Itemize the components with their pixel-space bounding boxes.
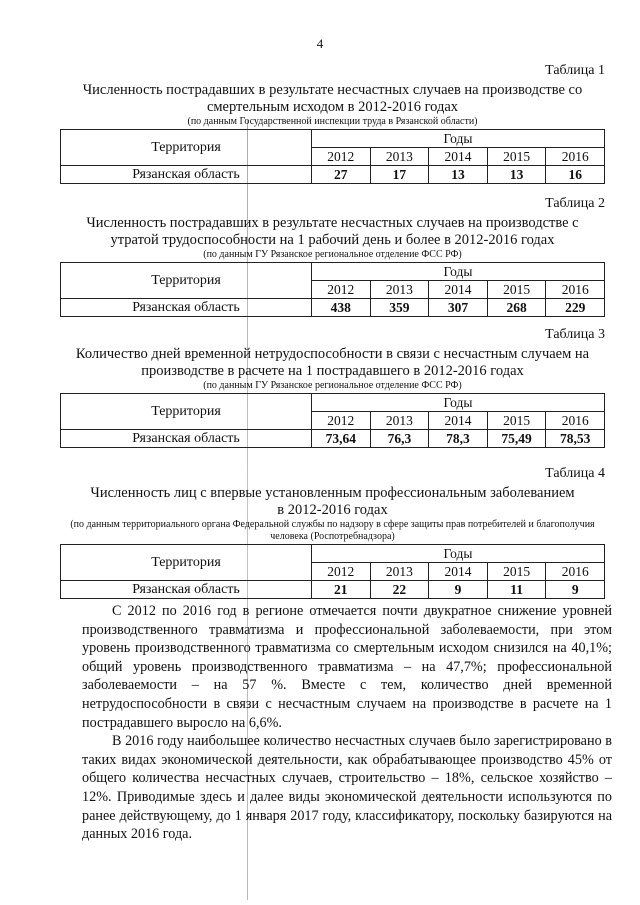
table-4-value: 21 [312, 581, 371, 599]
table-1-block [60, 63, 605, 184]
table-3-block [60, 327, 605, 448]
table-3-value: 78,53 [546, 430, 605, 448]
table-1-header-years: Годы [312, 130, 605, 148]
table-1-value: 13 [487, 166, 546, 184]
table-2-label: Таблица 2 [545, 196, 605, 211]
table-1-title-line1: Численность пострадавших в результате несчастных случаев на производстве со [82, 82, 583, 98]
table-1-year: 2015 [487, 148, 546, 166]
table-1-label: Таблица 1 [545, 63, 605, 78]
table-2-value: 438 [312, 299, 371, 317]
table-1-value: 16 [546, 166, 605, 184]
table-2-value: 307 [429, 299, 488, 317]
table-2-source: (по данным ГУ Рязанское региональное отделение ФСС РФ) [203, 249, 462, 260]
table-2-header-territory: Территория [61, 263, 312, 299]
body-text [82, 602, 612, 844]
table-4-year: 2016 [546, 563, 605, 581]
table-3 [60, 393, 605, 448]
table-2-year: 2015 [487, 281, 546, 299]
table-1-year: 2012 [312, 148, 371, 166]
table-2-year: 2012 [312, 281, 371, 299]
table-2-row-name: Рязанская область [61, 299, 312, 317]
table-3-value: 76,3 [370, 430, 429, 448]
table-2-year: 2016 [546, 281, 605, 299]
table-4-value: 9 [546, 581, 605, 599]
table-4-year: 2015 [487, 563, 546, 581]
table-3-title-line2: производстве в расчете на 1 пострадавшего в 2012-2016 годах [141, 363, 524, 379]
table-4-year: 2014 [429, 563, 488, 581]
table-row [61, 430, 605, 448]
table-3-year: 2016 [546, 412, 605, 430]
table-3-year: 2014 [429, 412, 488, 430]
table-1-header-territory: Территория [61, 130, 312, 166]
table-row [61, 166, 605, 184]
table-1-value: 13 [429, 166, 488, 184]
table-3-value: 75,49 [487, 430, 546, 448]
table-2-title-line2: утратой трудоспособности на 1 рабочий день и более в 2012-2016 годах [110, 232, 555, 248]
table-1-year: 2013 [370, 148, 429, 166]
table-1-value: 17 [370, 166, 429, 184]
table-3-value: 78,3 [429, 430, 488, 448]
table-4-year: 2012 [312, 563, 371, 581]
table-1-row-name: Рязанская область [61, 166, 312, 184]
table-row [61, 581, 605, 599]
table-3-year: 2015 [487, 412, 546, 430]
table-4-label: Таблица 4 [545, 466, 605, 481]
table-4 [60, 544, 605, 599]
table-2-year: 2014 [429, 281, 488, 299]
table-3-source: (по данным ГУ Рязанское региональное отделение ФСС РФ) [203, 380, 462, 391]
table-4-title-line1: Численность лиц с впервые установленным профессиональным заболеванием [90, 485, 575, 501]
paragraph-2: В 2016 году наибольшее количество несчастных случаев было зарегистрировано в таких видах экономической деятельности, как обрабатывающее производство 45% от общего количества несчастных случаев, строительство – 18%, сельское хозяйство – 12%. Приводимые здесь и далее виды экономической деятельности используются по ранее действующему, до 1 января 2017 году, классификатору, поскольку базируются на данных 2016 года. [82, 733, 612, 843]
table-row [61, 299, 605, 317]
table-4-source: (по данным территориального органа Федеральной службы по надзору в сфере защиты прав потребителей и благополучия человека (Роспотребнадзора) [70, 519, 595, 542]
table-3-title-line1: Количество дней временной нетрудоспособности в связи с несчастным случаем на [75, 346, 590, 362]
table-4-year: 2013 [370, 563, 429, 581]
table-4-block [60, 466, 605, 599]
table-1-source: (по данным Государственной инспекции труда в Рязанской области) [187, 116, 478, 127]
table-2 [60, 262, 605, 317]
table-4-value: 9 [429, 581, 488, 599]
table-3-year: 2012 [312, 412, 371, 430]
table-2-value: 268 [487, 299, 546, 317]
table-1-value: 27 [312, 166, 371, 184]
table-1-year: 2014 [429, 148, 488, 166]
table-4-value: 11 [487, 581, 546, 599]
table-2-title-line1: Численность пострадавших в результате несчастных случаев на производстве с [86, 215, 579, 231]
table-1-title-line2: смертельным исходом в 2012-2016 годах [206, 99, 459, 115]
table-4-header-territory: Территория [61, 545, 312, 581]
table-3-row-name: Рязанская область [61, 430, 312, 448]
table-3-header-territory: Территория [61, 394, 312, 430]
table-3-value: 73,64 [312, 430, 371, 448]
table-4-row-name: Рязанская область [61, 581, 312, 599]
table-1-year: 2016 [546, 148, 605, 166]
table-4-value: 22 [370, 581, 429, 599]
table-2-year: 2013 [370, 281, 429, 299]
table-2-value: 229 [546, 299, 605, 317]
table-3-header-years: Годы [312, 394, 605, 412]
table-1 [60, 129, 605, 184]
table-3-label: Таблица 3 [545, 327, 605, 342]
table-2-value: 359 [370, 299, 429, 317]
table-4-header-years: Годы [312, 545, 605, 563]
paragraph-1: С 2012 по 2016 год в регионе отмечается почти двукратное снижение уровней производственного травматизма и профессиональной заболеваемости, при этом уровень производственного травматизма со смертельным исходом снизился на 40,1%; общий уровень производственного травматизма – на 47,7%; профессиональной заболеваемости – на 57 %. Вместе с тем, количество дней временной нетрудоспособности в связи с несчастным случаем на производстве в расчете на 1 пострадавшего выросло на 6,6%. [82, 603, 612, 731]
table-2-header-years: Годы [312, 263, 605, 281]
page-number: 4 [316, 36, 324, 51]
table-3-year: 2013 [370, 412, 429, 430]
table-4-title-line2: в 2012-2016 годах [277, 502, 388, 518]
table-2-block [60, 196, 605, 317]
